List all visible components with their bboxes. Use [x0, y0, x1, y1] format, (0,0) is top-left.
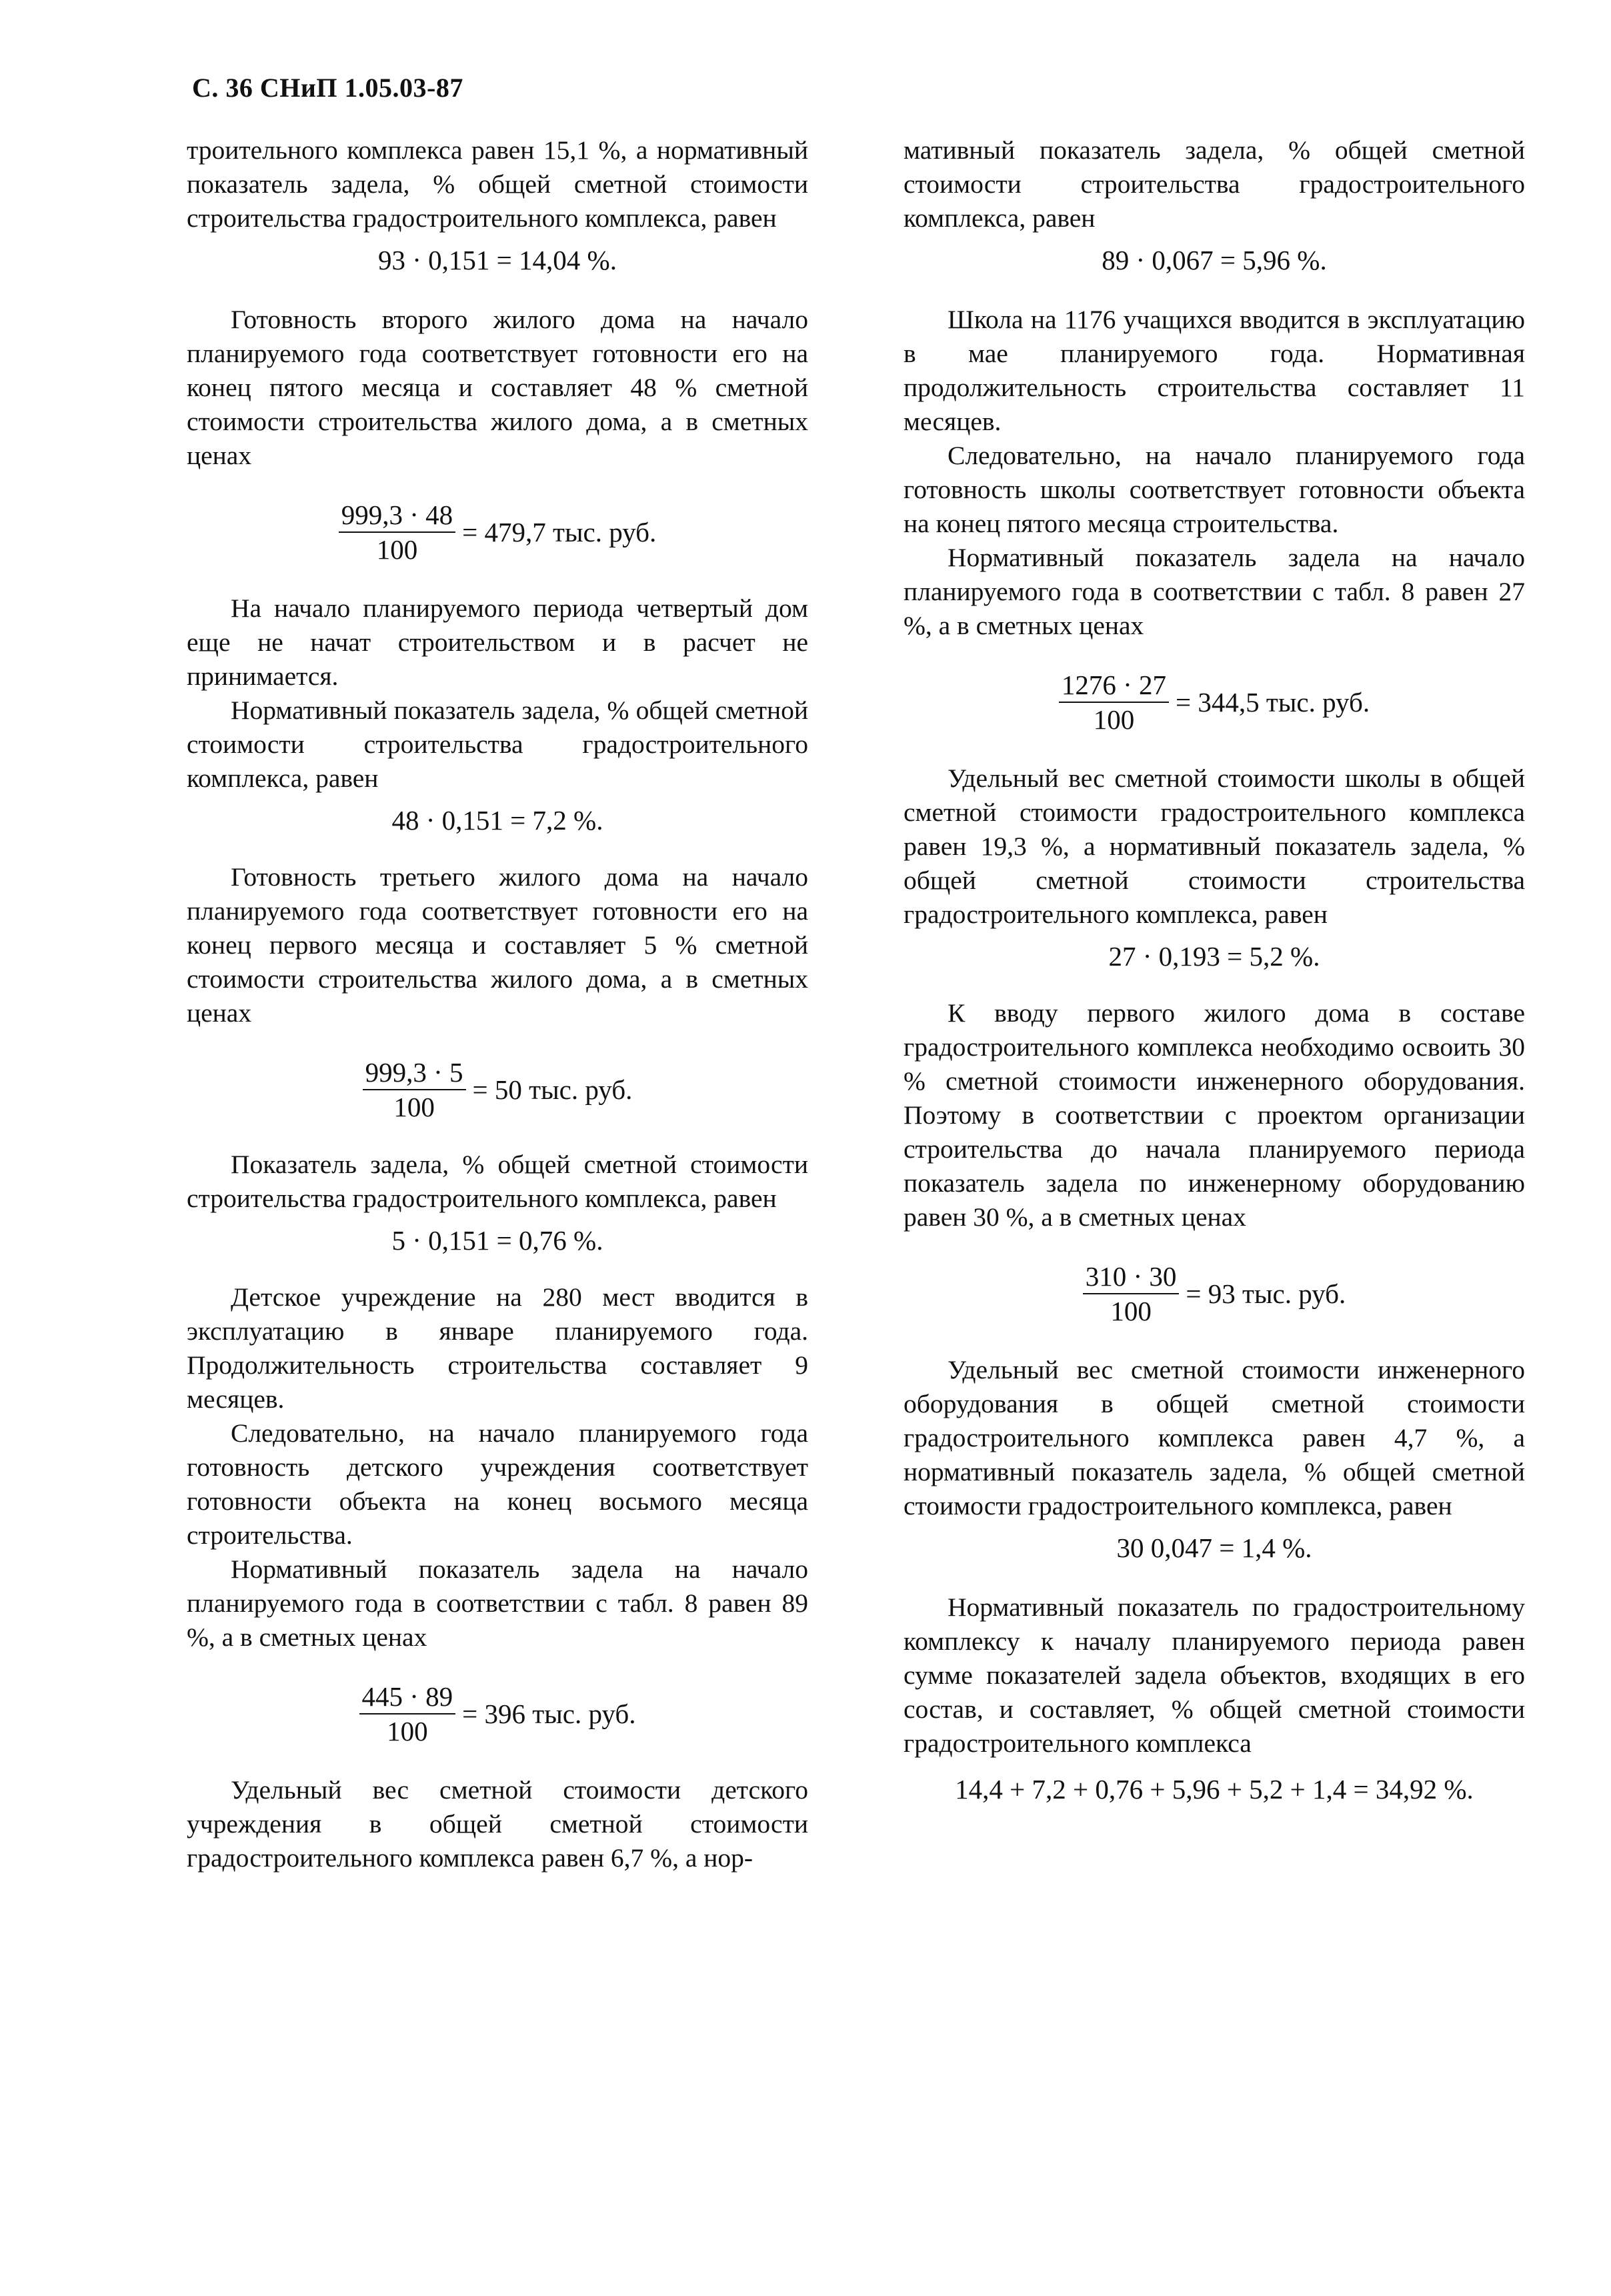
equation: 48 · 0,151 = 7,2 %. [391, 805, 603, 836]
fraction [363, 1057, 466, 1122]
fraction [1083, 1261, 1180, 1326]
paragraph: Следовательно, на начало планируемого года готовность детского учреждения соответствует готовности объекта на конец восьмого месяца строительства. [187, 1418, 808, 1550]
fraction-result: = 344,5 тыс. руб. [1176, 687, 1370, 718]
numerator: 999,3 · 48 [339, 499, 455, 533]
right-column [904, 133, 1525, 1807]
denominator: 100 [387, 1716, 428, 1747]
equation: 89 · 0,067 = 5,96 %. [1102, 245, 1327, 275]
paragraph: Нормативный показатель задела на начало планируемого года в соответствии с табл. 8 равен 27 %, а в сметных ценах [904, 543, 1525, 640]
numerator: 999,3 · 5 [363, 1057, 466, 1090]
paragraph: мативный показатель задела, % общей сметной стоимости строительства градостроительного комплекса, равен [904, 135, 1525, 233]
denominator: 100 [393, 1092, 435, 1122]
numerator: 1276 · 27 [1059, 670, 1169, 703]
fraction-equation [187, 1057, 808, 1122]
paragraph: Удельный вес сметной стоимости инженерного оборудования в общей сметной стоимости градостроительного комплекса равен 4,7 %, а нормативный показатель задела, % общей сметной стоимости градостроительного комплекса, равен [904, 1355, 1525, 1520]
paragraph: Показатель задела, % общей сметной стоимости строительства градостроительного комплекса, равен [187, 1150, 808, 1213]
fraction-equation [187, 499, 808, 565]
paragraph: Готовность второго жилого дома на начало планируемого года соответствует готовности его на конец пятого месяца и составляет 48 % сметной стоимости строительства жилого дома, а в сметных ценах [187, 305, 808, 470]
fraction-equation [187, 1681, 808, 1747]
paragraph: Удельный вес сметной стоимости детского учреждения в общей сметной стоимости градостроительного комплекса равен 6,7 %, а нор- [187, 1775, 808, 1873]
equation: 5 · 0,151 = 0,76 %. [391, 1225, 603, 1256]
paragraph: Нормативный показатель по градостроительному комплексу к началу планируемого периода равен сумме показателей задела объектов, входящих в его состав, и составляет, % общей сметной стоимости градостроительного комплекса [904, 1592, 1525, 1758]
fraction [359, 1681, 456, 1747]
paragraph: Школа на 1176 учащихся вводится в эксплуатацию в мае планируемого года. Нормативная продолжительность строительства составляет 11 месяцев. [904, 305, 1525, 436]
equation: 93 · 0,151 = 14,04 %. [378, 245, 617, 275]
paragraph: Нормативный показатель задела на начало планируемого года в соответствии с табл. 8 равен 89 %, а в сметных ценах [187, 1554, 808, 1652]
equation: 14,4 + 7,2 + 0,76 + 5,96 + 5,2 + 1,4 = 34,92 %. [955, 1774, 1474, 1805]
numerator: 310 · 30 [1083, 1261, 1180, 1294]
paragraph: Следовательно, на начало планируемого года готовность школы соответствует готовности объекта на конец пятого месяца строительства. [904, 441, 1525, 538]
fraction-result: = 93 тыс. руб. [1186, 1278, 1346, 1309]
fraction-result: = 479,7 тыс. руб. [462, 517, 657, 547]
fraction [1059, 670, 1169, 735]
paragraph: Нормативный показатель задела, % общей сметной стоимости строительства градостроительного комплекса, равен [187, 696, 808, 793]
equation: 27 · 0,193 = 5,2 %. [1108, 941, 1320, 972]
paragraph: троительного комплекса равен 15,1 %, а нормативный показатель задела, % общей сметной стоимости строительства градостроительного комплекса, равен [187, 135, 808, 233]
paragraph: Удельный вес сметной стоимости школы в общей сметной стоимости градостроительного комплекса равен 19,3 %, а нормативный показатель задела, % общей сметной стоимости строительства градостроительного комплекса, равен [904, 764, 1525, 929]
left-column [187, 133, 808, 1875]
denominator: 100 [1110, 1296, 1152, 1326]
numerator: 445 · 89 [359, 1681, 456, 1714]
fraction [339, 499, 455, 565]
denominator: 100 [376, 534, 418, 565]
fraction-result: = 50 тыс. руб. [472, 1074, 633, 1105]
paragraph: К вводу первого жилого дома в составе градостроительного комплекса необходимо освоить 30 % сметной стоимости инженерного оборудования. Поэтому в соответствии с проектом организации строительства до начала планируемого периода показатель задела по инженерному оборудованию равен 30 %, а в сметных ценах [904, 998, 1525, 1232]
equation: 30 0,047 = 1,4 %. [1116, 1532, 1312, 1563]
paragraph: На начало планируемого периода четвертый дом еще не начат строительством и в расчет не принимается. [187, 594, 808, 691]
denominator: 100 [1093, 704, 1135, 735]
paragraph: Детское учреждение на 280 мест вводится в эксплуатацию в январе планируемого года. Продолжительность строительства составляет 9 месяцев. [187, 1282, 808, 1414]
fraction-equation [904, 1261, 1525, 1326]
fraction-result: = 396 тыс. руб. [462, 1698, 636, 1729]
page-header: С. 36 СНиП 1.05.03-87 [192, 73, 463, 103]
paragraph: Готовность третьего жилого дома на начало планируемого года соответствует готовности его на конец первого месяца и составляет 5 % сметной стоимости строительства жилого дома, а в сметных ценах [187, 862, 808, 1028]
fraction-equation [904, 670, 1525, 735]
